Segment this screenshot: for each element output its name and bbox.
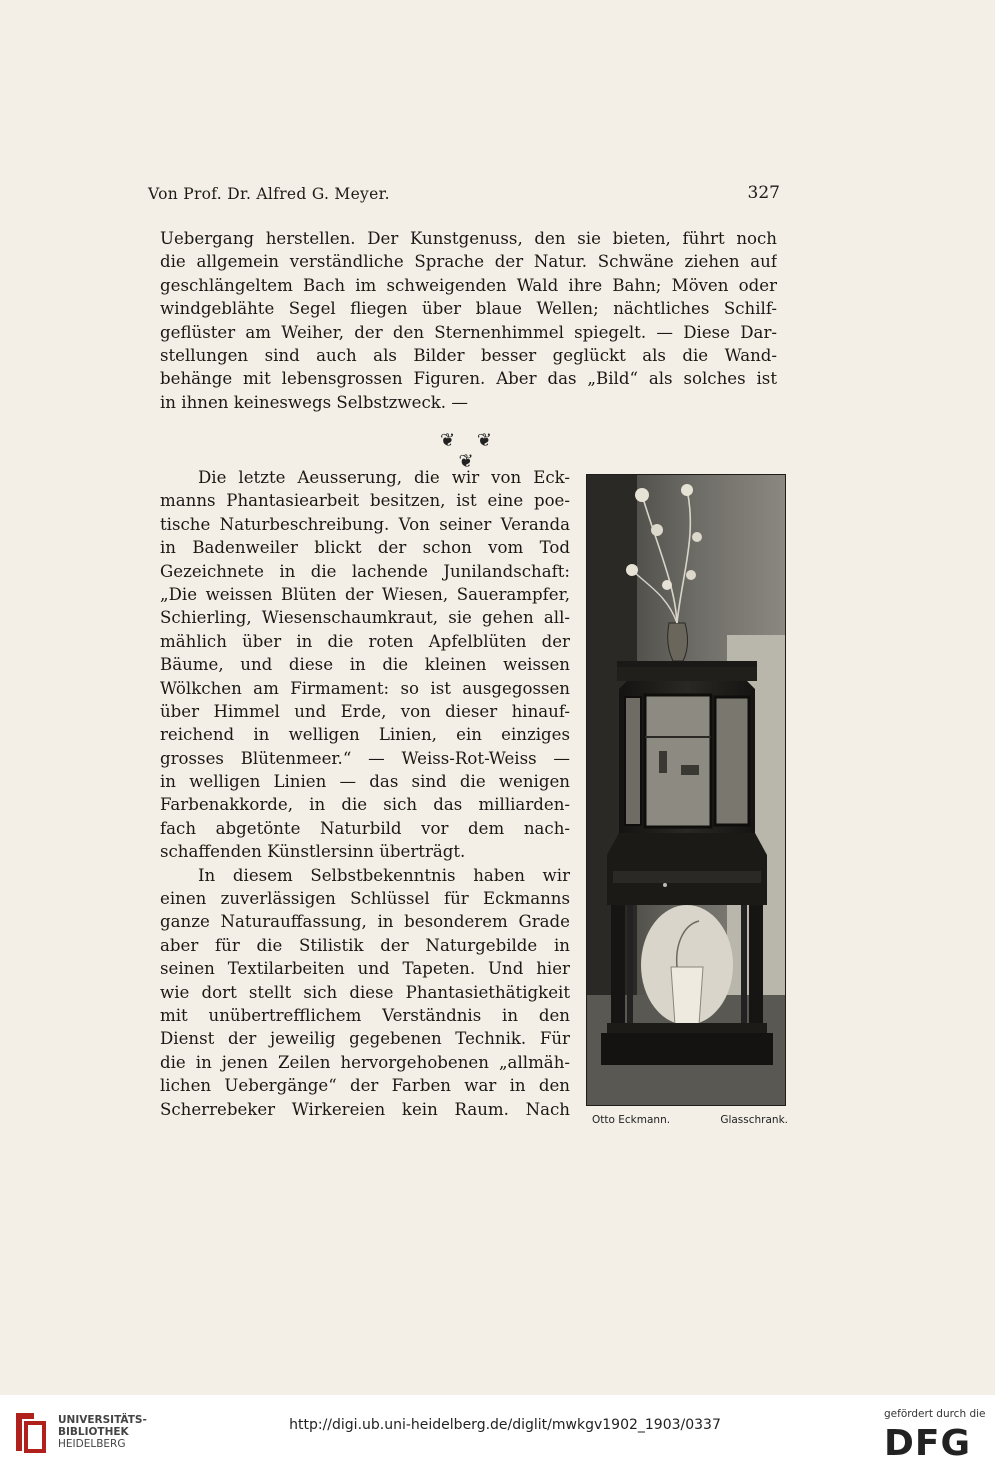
text-line: Farbenakkorde, in die sich das milliarden-: [160, 795, 570, 815]
library-name-line: UNIVERSITÄTS-: [58, 1414, 147, 1426]
text-line: fach abgetönte Naturbild vor dem nach-: [160, 818, 570, 838]
figure-caption: [592, 1114, 788, 1132]
text-line: Schierling, Wiesenschaumkraut, sie gehen all-: [160, 608, 570, 628]
text-line: Gezeichnete in die lachende Junilandschaft:: [160, 561, 570, 581]
text-line: lichen Uebergänge“ der Farben war in den: [160, 1076, 570, 1096]
text-line: die in jenen Zeilen hervorgehobenen „allmäh-: [160, 1052, 570, 1072]
text-line: behänge mit lebensgrossen Figuren. Aber das „Bild“ als solches ist: [160, 369, 777, 389]
dfg-logo: DFG: [884, 1423, 972, 1464]
text-line: grosses Blütenmeer.“ — Weiss-Rot-Weiss —: [160, 748, 570, 768]
text-line: Wölkchen am Firmament: so ist ausgegossen: [160, 678, 570, 698]
text-line: in ihnen keineswegs Selbstzweck. —: [160, 392, 468, 412]
running-head: [148, 183, 780, 207]
text-line: Scherrebeker Wirkereien kein Raum. Nach: [160, 1099, 570, 1119]
text-line: geschlängeltem Bach im schweigenden Wald ihre Bahn; Möven oder: [160, 275, 777, 295]
text-line: tische Naturbeschreibung. Von seiner Veranda: [160, 514, 570, 534]
text-line: reichend in welligen Linien, ein einziges: [160, 725, 570, 745]
text-line: Bäume, und diese in die kleinen weissen: [160, 655, 570, 675]
running-head-author: Von Prof. Dr. Alfred G. Meyer.: [148, 185, 390, 203]
text-line: seinen Textilarbeiten und Tapeten. Und hier: [160, 959, 570, 979]
text-line: in welligen Linien — das sind die wenigen: [160, 772, 570, 792]
text-line: geflüster am Weiher, der den Sternenhimmel spiegelt. — Diese Dar-: [160, 322, 777, 342]
text-line: Uebergang herstellen. Der Kunstgenuss, den sie bieten, führt noch: [160, 229, 777, 248]
text-line: „Die weissen Blüten der Wiesen, Sauerampfer,: [160, 584, 570, 604]
text-line: einen zuverlässigen Schlüssel für Eckmanns: [160, 889, 570, 909]
caption-title: Glasschrank.: [720, 1114, 788, 1126]
text-line: über Himmel und Erde, von dieser hinauf-: [160, 701, 570, 721]
permalink-url[interactable]: http://digi.ub.uni-heidelberg.de/diglit/mwkgv1902_1903/0337: [289, 1417, 721, 1433]
text-line: manns Phantasiearbeit besitzen, ist eine poe-: [160, 491, 570, 511]
page-number: 327: [747, 183, 780, 203]
asterism-ornament: ❦ ❦ ❦: [440, 430, 500, 472]
text-line: die allgemein verständliche Sprache der Natur. Schwäne ziehen auf: [160, 252, 777, 272]
text-line: Dienst der jeweilig gegebenen Technik. Für: [160, 1029, 570, 1049]
caption-artist: Otto Eckmann.: [592, 1114, 671, 1126]
cabinet-illustration: [587, 475, 785, 1105]
text-line: mählich über in die roten Apfelblüten der: [160, 631, 570, 651]
library-name-line: HEIDELBERG: [58, 1438, 126, 1450]
text-line: wie dort stellt sich diese Phantasiethätigkeit: [160, 982, 570, 1002]
text-line: stellungen sind auch als Bilder besser geglückt als die Wand-: [160, 345, 777, 365]
paragraph-1: [160, 227, 777, 414]
library-logo-icon: [10, 1407, 50, 1457]
library-name-line: BIBLIOTHEK: [58, 1426, 129, 1438]
paragraph-2-column: [160, 466, 570, 1121]
text-line: in Badenweiler blickt der schon vom Tod: [160, 538, 570, 558]
text-line: In diesem Selbstbekenntnis haben wir: [198, 865, 570, 885]
library-name: [58, 1414, 178, 1450]
text-line: aber für die Stilistik der Naturgebilde in: [160, 935, 570, 955]
text-line: ganze Naturauffassung, in besonderem Grade: [160, 912, 570, 932]
text-line: windgeblähte Segel fliegen über blaue Wellen; nächtliches Schilf-: [160, 299, 777, 319]
glass-cabinet-photo: [586, 474, 786, 1106]
funding-note: gefördert durch die: [884, 1408, 986, 1420]
text-line: schaffenden Künstlersinn überträgt.: [160, 842, 466, 862]
text-line: mit unübertrefflichem Verständnis in den: [160, 1005, 570, 1025]
text-line: Die letzte Aeusserung, die wir von Eck-: [198, 468, 570, 487]
